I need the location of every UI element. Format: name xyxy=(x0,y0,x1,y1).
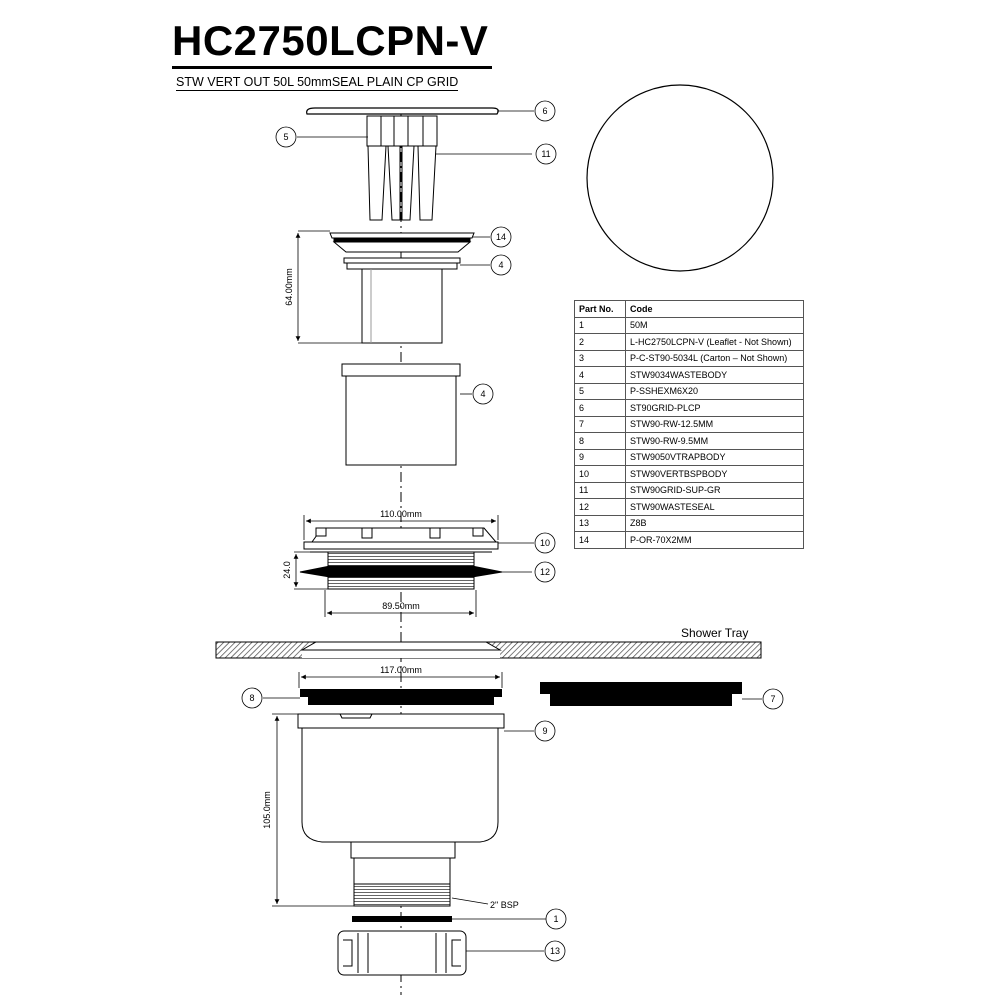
balloon-8: 8 xyxy=(249,693,255,703)
dimension-117-label: 117.00mm xyxy=(380,665,422,675)
waste-body xyxy=(342,364,460,465)
part-code: 50M xyxy=(626,317,804,334)
part-code: STW90WASTESEAL xyxy=(626,499,804,516)
table-row xyxy=(575,334,804,351)
part-no: 14 xyxy=(575,532,626,549)
part-no: 5 xyxy=(575,383,626,400)
shower-tray-label: Shower Tray xyxy=(681,626,749,640)
trap-body xyxy=(298,714,504,906)
table-row xyxy=(575,482,804,499)
dimension-105-label: 105.0mm xyxy=(262,791,272,829)
dimension-64-label: 64.00mm xyxy=(284,268,294,306)
grid-plate xyxy=(307,108,499,114)
dimension-110-label: 110.00mm xyxy=(380,509,422,519)
grid-top-view xyxy=(587,85,773,271)
part-no: 4 xyxy=(575,367,626,384)
part-no: 1 xyxy=(575,317,626,334)
rubber-washer-12-5mm xyxy=(540,682,742,706)
part-code: STW90GRID-SUP-GR xyxy=(626,482,804,499)
part-code: STW90-RW-9.5MM xyxy=(626,433,804,450)
waste-body-flange xyxy=(344,258,460,343)
part-no: 11 xyxy=(575,482,626,499)
part-code: ST90GRID-PLCP xyxy=(626,400,804,417)
part-code: P-C-ST90-5034L (Carton – Not Shown) xyxy=(626,350,804,367)
balloon-9: 9 xyxy=(542,726,548,736)
balloon-10: 10 xyxy=(539,538,551,548)
balloon-4a: 4 xyxy=(498,260,504,270)
drawing-title: HC2750LCPN-V xyxy=(172,16,492,69)
table-row xyxy=(575,532,804,549)
part-no: 8 xyxy=(575,433,626,450)
part-no: 10 xyxy=(575,466,626,483)
balloon-5: 5 xyxy=(283,132,289,142)
part-no: 9 xyxy=(575,449,626,466)
table-row xyxy=(575,383,804,400)
table-row xyxy=(575,416,804,433)
part-no: 2 xyxy=(575,334,626,351)
balloon-6: 6 xyxy=(542,106,548,116)
part-code: STW9034WASTEBODY xyxy=(626,367,804,384)
part-code: STW90VERTBSPBODY xyxy=(626,466,804,483)
table-row xyxy=(575,350,804,367)
part-no: 6 xyxy=(575,400,626,417)
washer-50m xyxy=(352,916,452,922)
table-row xyxy=(575,317,804,334)
balloon-13: 13 xyxy=(549,946,561,956)
part-code: STW9050VTRAPBODY xyxy=(626,449,804,466)
header-code: Code xyxy=(626,301,804,318)
part-code: L-HC2750LCPN-V (Leaflet - Not Shown) xyxy=(626,334,804,351)
parts-table-header xyxy=(575,301,804,318)
table-row xyxy=(575,466,804,483)
part-no: 3 xyxy=(575,350,626,367)
table-row xyxy=(575,449,804,466)
part-code: P-OR-70X2MM xyxy=(626,532,804,549)
dimension-24-label: 24.0 xyxy=(282,561,292,579)
table-row xyxy=(575,499,804,516)
part-code: Z8B xyxy=(626,515,804,532)
balloon-7: 7 xyxy=(770,694,776,704)
balloon-12: 12 xyxy=(539,567,551,577)
balloon-4b: 4 xyxy=(480,389,486,399)
parts-table xyxy=(574,300,804,549)
rubber-washer-9-5mm xyxy=(300,689,502,705)
drawing-subtitle: STW VERT OUT 50L 50mmSEAL PLAIN CP GRID xyxy=(176,75,459,89)
dimension-89-label: 89.50mm xyxy=(382,601,420,611)
header-part-no: Part No. xyxy=(575,301,626,318)
balloon-1: 1 xyxy=(553,914,559,924)
bsp-label: 2" BSP xyxy=(490,900,519,910)
table-row xyxy=(575,433,804,450)
part-no: 7 xyxy=(575,416,626,433)
part-code: P-SSHEXM6X20 xyxy=(626,383,804,400)
part-no: 13 xyxy=(575,515,626,532)
table-row xyxy=(575,515,804,532)
compression-nut xyxy=(338,931,466,975)
balloon-11: 11 xyxy=(541,149,551,159)
threaded-body-seal xyxy=(300,552,502,589)
balloon-14: 14 xyxy=(495,232,507,242)
waste-seal-oring xyxy=(330,233,474,252)
shower-tray xyxy=(216,626,761,658)
vert-bsp-body xyxy=(304,528,498,552)
grid-support xyxy=(367,116,437,220)
part-no: 12 xyxy=(575,499,626,516)
table-row xyxy=(575,367,804,384)
part-code: STW90-RW-12.5MM xyxy=(626,416,804,433)
table-row xyxy=(575,400,804,417)
